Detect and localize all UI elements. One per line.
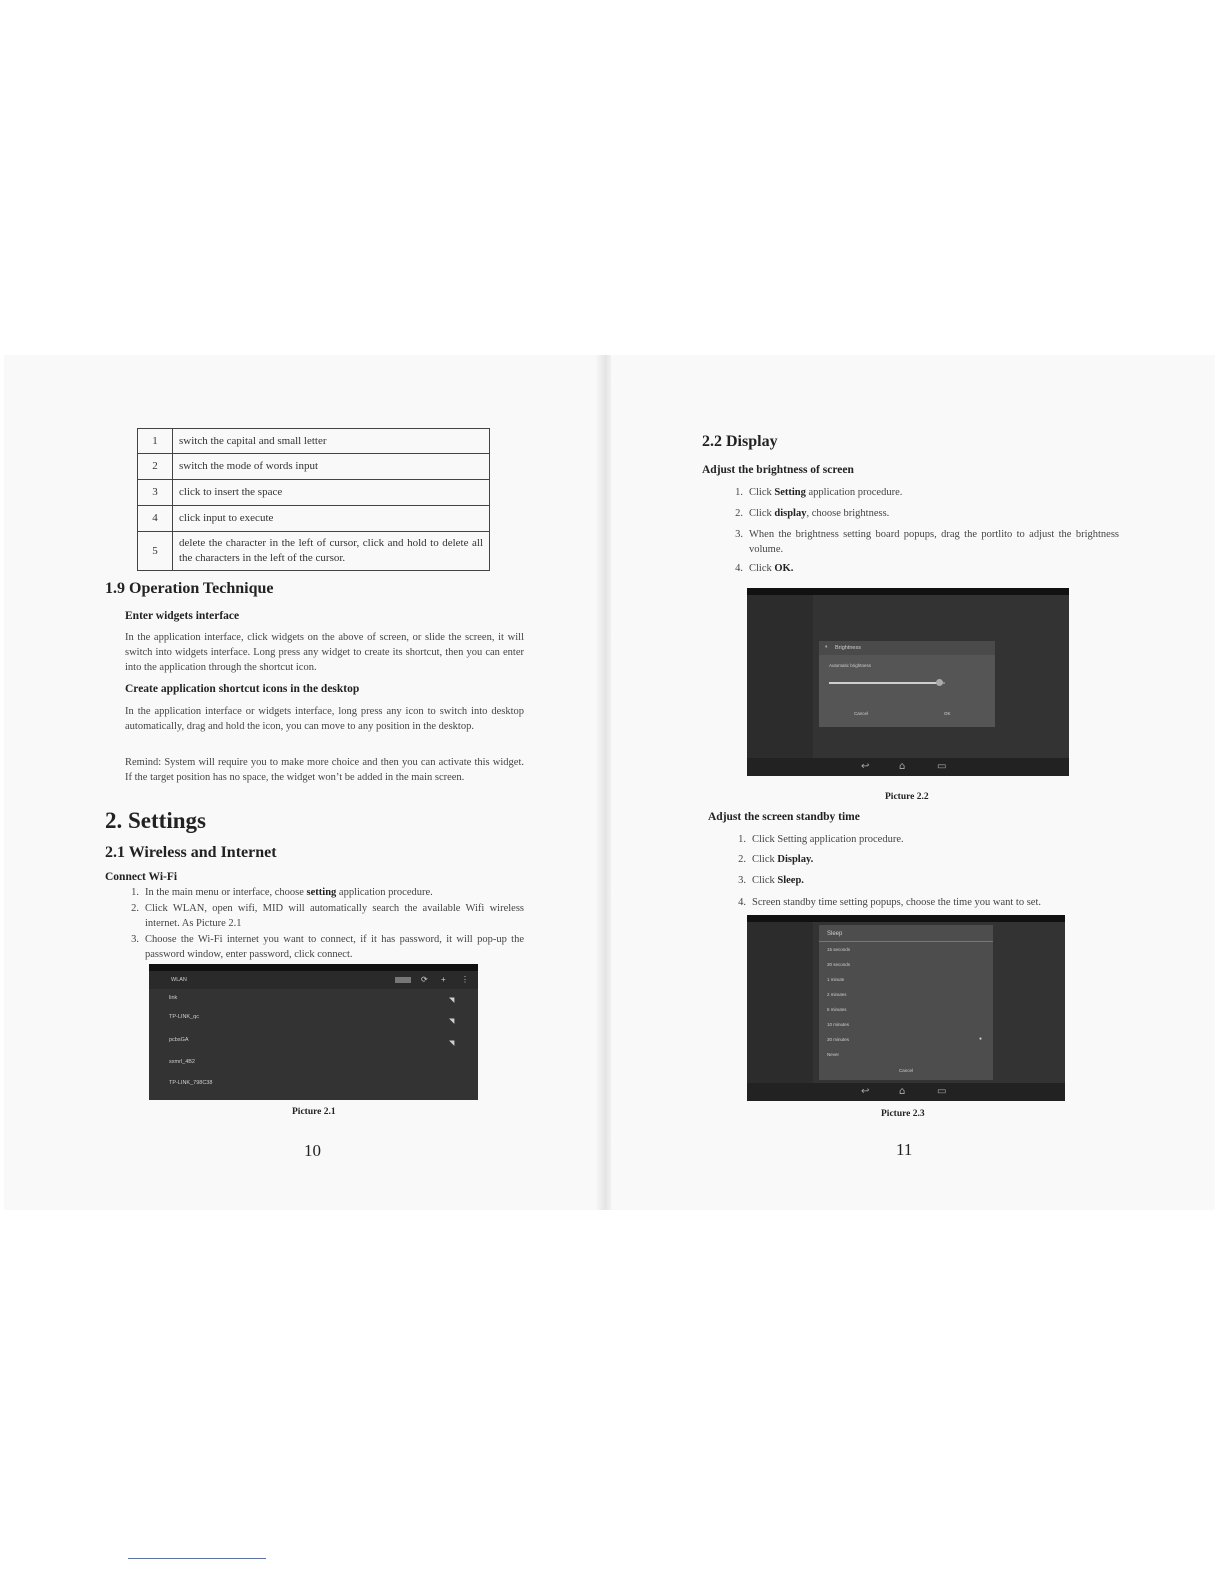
status-bar (747, 915, 1065, 922)
left-page (4, 355, 608, 1210)
network-item: TP-LINK_qc (169, 1014, 199, 1020)
sleep-option: 30 seconds (827, 962, 851, 967)
wifi-signal-icon: ◥ (449, 1018, 455, 1025)
wifi-signal-icon: ◥ (449, 997, 455, 1004)
subheading: Create application shortcut icons in the desktop (125, 683, 360, 695)
settings-sidebar (747, 595, 813, 758)
wlan-screenshot (149, 964, 478, 1100)
refresh-icon: ⟳ (421, 975, 428, 984)
list-item: 3. Click Sleep. (752, 873, 1117, 888)
sleep-option: 15 seconds (827, 947, 851, 952)
list-item: 4. Click OK. (749, 561, 1119, 576)
table-row (138, 429, 490, 454)
subheading: Connect Wi-Fi (105, 871, 178, 883)
home-icon: ⌂ (899, 761, 906, 772)
action-bar (149, 971, 478, 989)
list-number: 1. (735, 487, 743, 498)
list-item: 3. Choose the Wi-Fi internet you want to connect, if it has password, it will pop-up the password window, enter password, click connect. (145, 932, 524, 962)
screen-title: WLAN (171, 977, 187, 983)
list-number: 3. (738, 875, 746, 886)
list-item: 2. Click display, choose brightness. (749, 506, 1119, 521)
page-number: 10 (304, 1141, 321, 1160)
sleep-option: 1 minute (827, 977, 845, 982)
nav-bar (747, 1083, 1065, 1101)
recent-apps-icon: ▭ (937, 1086, 947, 1097)
figure-caption: Picture 2.2 (885, 792, 929, 802)
key-number: 2 (138, 454, 173, 480)
back-icon: ↩ (861, 1086, 870, 1097)
list-number: 3. (735, 529, 743, 540)
list-item: 4. Screen standby time setting popups, choose the time you want to set. (752, 895, 1122, 910)
list-number: 3. (131, 934, 139, 945)
cancel-button: Cancel (899, 1068, 914, 1073)
remind-note: Remind: System will require you to make more choice and then you can activate this widget. If the target position has no space, the widget won’t be added in the main screen. (125, 757, 524, 783)
section-title: 1.9 Operation Technique (105, 580, 274, 597)
page-number: 11 (896, 1140, 913, 1159)
sleep-option: 10 minutes (827, 1022, 850, 1027)
bottom-rule (128, 1558, 266, 1559)
list-number: 4. (735, 563, 743, 574)
wifi-signal-icon: ◥ (449, 1040, 455, 1047)
key-number: 5 (138, 532, 173, 571)
list-item: 3. When the brightness setting board popups, drag the portlito to adjust the brightness volume. (749, 527, 1119, 557)
selected-radio-icon: ● (979, 1036, 983, 1042)
sleep-dialog (819, 925, 993, 1080)
paragraph: In the application interface, click widgets on the above of screen, or slide the screen, it will switch into widgets interface. Long press any widget to create its shortcut, then you can enter into the application through the shortcut icon. (125, 632, 524, 673)
list-item: 2. Click Display. (752, 852, 1117, 867)
key-description: click to insert the space (173, 480, 490, 506)
key-number: 1 (138, 429, 173, 454)
subheading: Enter widgets interface (125, 610, 240, 622)
list-item: 1. Click Setting application procedure. (749, 485, 1119, 500)
key-number: 3 (138, 480, 173, 506)
sleep-option: Never (827, 1052, 840, 1057)
menu-icon: ⋮ (461, 975, 469, 984)
network-item: sxmrl_4B2 (169, 1059, 195, 1065)
subheading: Adjust the brightness of screen (702, 464, 854, 476)
sleep-option: 5 minutes (827, 1007, 847, 1012)
table-row (138, 480, 490, 506)
sleep-option: 2 minutes (827, 992, 847, 997)
brightness-dialog (819, 641, 995, 727)
key-description: click input to execute (173, 506, 490, 532)
list-number: 2. (738, 854, 746, 865)
keyboard-keys-table (137, 428, 490, 571)
figure-caption: Picture 2.3 (881, 1109, 925, 1119)
sleep-screenshot (747, 915, 1065, 1101)
right-page (611, 355, 1215, 1210)
sleep-option: 30 minutes (827, 1037, 850, 1042)
list-item: 1. Click Setting application procedure. (752, 832, 1117, 847)
subheading: Adjust the screen standby time (708, 811, 860, 823)
section-title: 2.2 Display (702, 433, 778, 450)
status-bar (747, 588, 1069, 595)
list-number: 4. (738, 897, 746, 908)
brightness-screenshot (747, 588, 1069, 776)
key-description: switch the mode of words input (173, 454, 490, 480)
list-number: 2. (131, 903, 139, 914)
list-number: 1. (738, 834, 746, 845)
dialog-title: Brightness (835, 645, 861, 651)
network-item: link (169, 995, 178, 1001)
network-item: pcbsGA (169, 1037, 189, 1043)
nav-bar (747, 758, 1069, 776)
section-title: 2.1 Wireless and Internet (105, 844, 277, 861)
key-description: delete the character in the left of cursor, click and hold to delete all the characters in the left of the cursor. (173, 532, 490, 571)
cancel-button: Cancel (854, 711, 869, 716)
table-row (138, 532, 490, 571)
add-icon: + (441, 975, 446, 984)
list-number: 2. (735, 508, 743, 519)
chapter-title: 2. Settings (105, 808, 206, 833)
paragraph: In the application interface or widgets interface, long press any icon to switch into desktop automatically, drag and hold the icon, you can move to any position in the desktop. (125, 706, 524, 732)
table-row (138, 454, 490, 480)
key-description: switch the capital and small letter (173, 429, 490, 454)
list-item: 1. In the main menu or interface, choose setting application procedure. (145, 885, 524, 900)
recent-apps-icon: ▭ (937, 761, 947, 772)
ok-button: OK (944, 711, 951, 716)
brightness-icon: ◐ (825, 644, 829, 650)
back-icon: ↩ (861, 761, 870, 772)
list-item: 2. Click WLAN, open wifi, MID will automatically search the available Wifi wireless internet. As Picture 2.1 (145, 901, 524, 931)
brightness-slider (829, 682, 945, 684)
brightness-slider-thumb (936, 679, 943, 686)
wifi-toggle (395, 977, 411, 983)
status-bar (149, 964, 478, 971)
key-number: 4 (138, 506, 173, 532)
figure-caption: Picture 2.1 (292, 1107, 336, 1117)
manual-spread (0, 355, 1224, 1210)
brightness-slider-fill (829, 682, 939, 684)
list-number: 1. (131, 887, 139, 898)
settings-sidebar (747, 922, 813, 1083)
network-item: TP-LINK_798C38 (169, 1080, 213, 1086)
home-icon: ⌂ (899, 1086, 906, 1097)
table-row (138, 506, 490, 532)
dialog-title: Sleep (827, 931, 843, 937)
auto-brightness-label: Automatic brightness (829, 663, 872, 668)
